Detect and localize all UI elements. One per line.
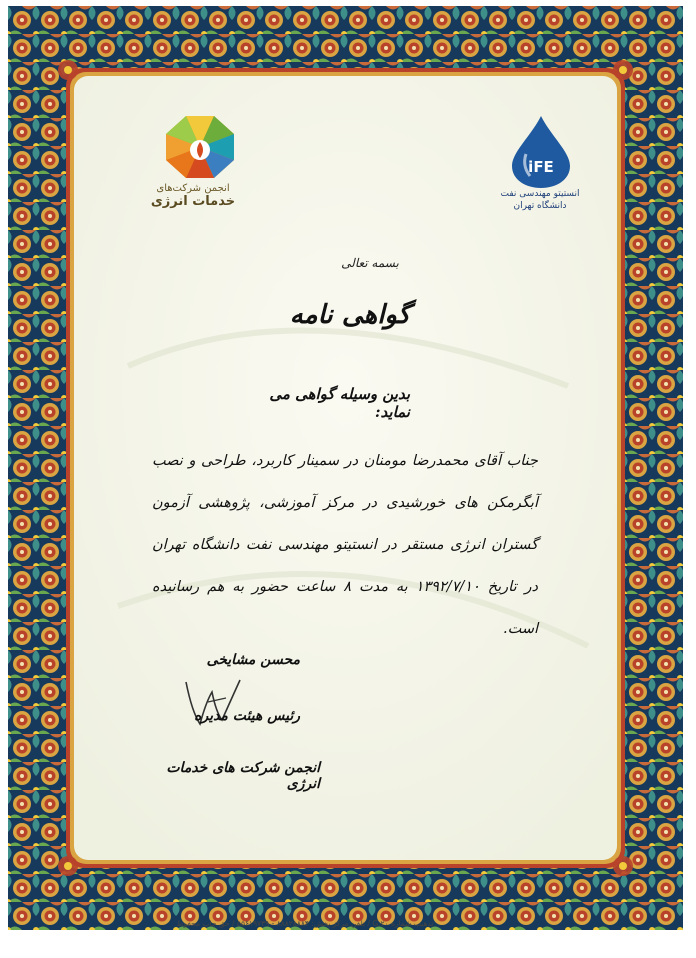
basmala: بسمه تعالی bbox=[341, 256, 399, 270]
oil-drop-logo-icon bbox=[506, 114, 576, 190]
certificate-intro: بدین وسیله گواهی می نماید: bbox=[269, 385, 410, 421]
certificate-body: جناب آقای محمدرضا مومنان در سمینار کاربرد، طراحی و نصب آبگرمکن های خورشیدی در مرکز آموزشی، پژوهشی آزمون گستران انرژی مستقر در انستیتو مهندسی نفت دانشگاه تهران در تاریخ ۱۳۹۲/۷/۱۰ به مدت ۸ ساعت حضور به هم رسانیده است. bbox=[152, 453, 538, 637]
logo-left-line2: خدمات انرژی bbox=[150, 194, 236, 209]
logo-left-line1: انجمن شرکت‌های bbox=[156, 183, 230, 194]
signatory-role: رئیس هیئت مدیره bbox=[194, 708, 300, 724]
ife-logo bbox=[506, 114, 576, 190]
certificate-title: گواهی نامه bbox=[289, 300, 411, 330]
energy-octagon-logo-icon bbox=[164, 114, 236, 180]
ife-logo-caption bbox=[480, 188, 600, 212]
logo-right-line1: انستیتو مهندسی نفت bbox=[500, 189, 580, 199]
ife-mark: iFE bbox=[528, 158, 554, 176]
signatory-name: محسن مشایخی bbox=[206, 652, 300, 668]
logo-right-line2: دانشگاه تهران bbox=[513, 201, 567, 211]
energy-services-logo-caption bbox=[138, 182, 248, 208]
signatory-organization: انجمن شرکت های خدمات انرژی bbox=[166, 760, 320, 792]
print-footer: تذهیب شماره G.۲۰ / تلفن مرکز پخش: ۸۸۸۲۸۸۸۴ - ۵۵۶۱۹۷۳۹ / حق چاپ محفوظ bbox=[176, 919, 434, 928]
energy-services-logo bbox=[164, 114, 236, 180]
